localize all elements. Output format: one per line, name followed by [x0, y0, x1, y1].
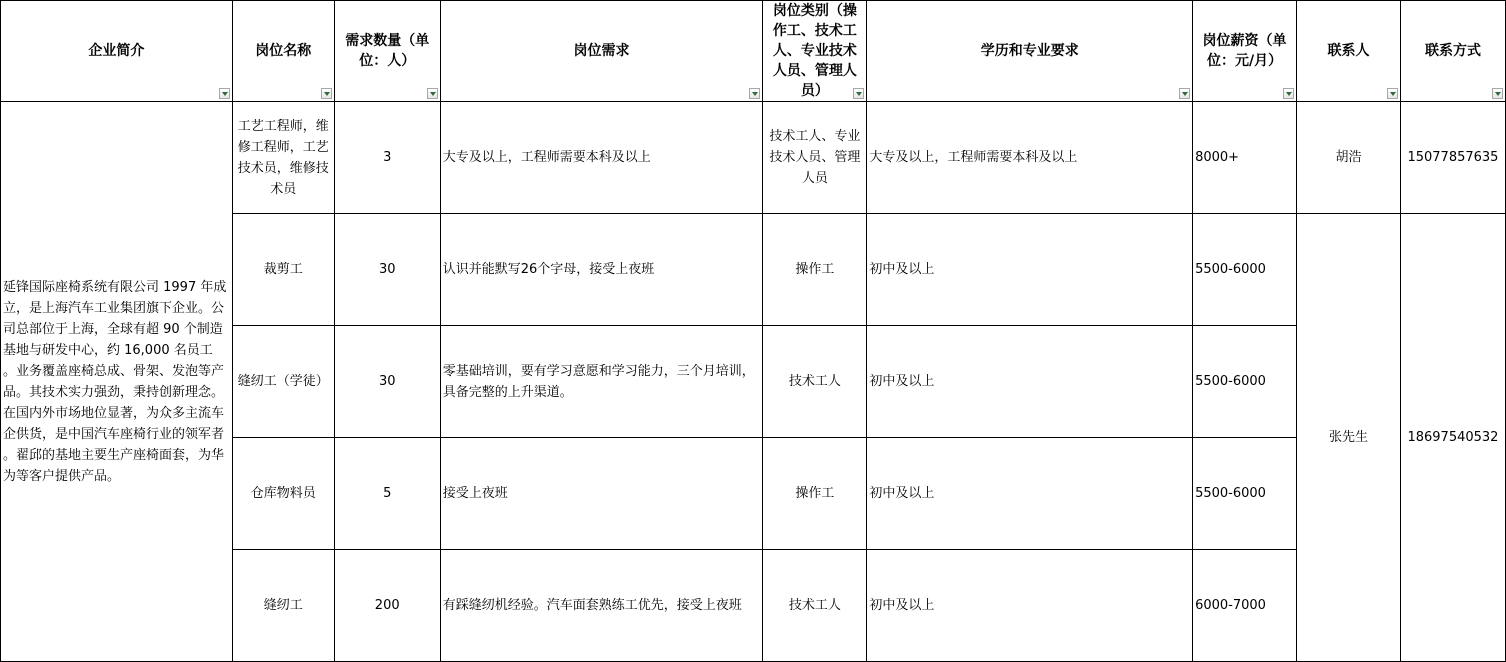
category-cell: 操作工: [763, 214, 867, 326]
header-headcount: 需求数量（单位：人）: [334, 1, 440, 102]
headcount-cell: 30: [334, 214, 440, 326]
job-title-cell: 工艺工程师，维修工程师，工艺技术员，维修技术员: [232, 102, 334, 214]
header-job-title: 岗位名称: [232, 1, 334, 102]
job-title-cell: 仓库物料员: [232, 438, 334, 550]
filter-dropdown-icon[interactable]: [853, 88, 864, 99]
job-title-cell: 裁剪工: [232, 214, 334, 326]
filter-dropdown-icon[interactable]: [1179, 88, 1190, 99]
header-contact-phone: 联系方式: [1400, 1, 1505, 102]
category-cell: 技术工人: [763, 550, 867, 662]
salary-cell: 5500-6000: [1193, 214, 1297, 326]
header-contact-person: 联系人: [1297, 1, 1401, 102]
education-cell: 大专及以上，工程师需要本科及以上: [867, 102, 1193, 214]
header-education: 学历和专业要求: [867, 1, 1193, 102]
filter-dropdown-icon[interactable]: [427, 88, 438, 99]
education-cell: 初中及以上: [867, 438, 1193, 550]
headcount-cell: 3: [334, 102, 440, 214]
education-cell: 初中及以上: [867, 214, 1193, 326]
category-cell: 技术工人、专业技术人员、管理人员: [763, 102, 867, 214]
filter-dropdown-icon[interactable]: [321, 88, 332, 99]
header-row: [1, 1, 1506, 102]
filter-dropdown-icon[interactable]: [749, 88, 760, 99]
filter-dropdown-icon[interactable]: [1492, 88, 1503, 99]
requirement-cell: 认识并能默写26个字母，接受上夜班: [440, 214, 763, 326]
category-cell: 操作工: [763, 438, 867, 550]
salary-cell: 8000+: [1193, 102, 1297, 214]
header-job-category: 岗位类别（操作工、技术工人、专业技术人员、管理人员）: [763, 1, 867, 102]
contact-phone-cell: 15077857635: [1400, 102, 1505, 214]
salary-cell: 5500-6000: [1193, 326, 1297, 438]
job-title-cell: 缝纫工: [232, 550, 334, 662]
filter-dropdown-icon[interactable]: [219, 88, 230, 99]
headcount-cell: 30: [334, 326, 440, 438]
headcount-cell: 5: [334, 438, 440, 550]
contact-phone-cell: 18697540532: [1400, 214, 1505, 662]
company-intro-cell: 延锋国际座椅系统有限公司 1997 年成立，是上海汽车工业集团旗下企业。公司总部位于上海，全球有超 90 个制造基地与研发中心，约 16,000 名员工 。业务覆盖座椅总成、骨架、发泡等产品。其技术实力强劲，秉持创新理念。在国内外市场地位显著，为众多主流车企供货，是中国汽车座椅行业的领军者 。翟邱的基地主要生产座椅面套，为华为等客户提供产品。: [1, 102, 233, 662]
contact-person-cell: 胡浩: [1297, 102, 1401, 214]
education-cell: 初中及以上: [867, 550, 1193, 662]
filter-dropdown-icon[interactable]: [1283, 88, 1294, 99]
salary-cell: 5500-6000: [1193, 438, 1297, 550]
headcount-cell: 200: [334, 550, 440, 662]
salary-cell: 6000-7000: [1193, 550, 1297, 662]
contact-person-cell: 张先生: [1297, 214, 1401, 662]
requirement-cell: 大专及以上，工程师需要本科及以上: [440, 102, 763, 214]
requirement-cell: 零基础培训，要有学习意愿和学习能力，三个月培训，具备完整的上升渠道。: [440, 326, 763, 438]
header-company-intro: 企业简介: [1, 1, 233, 102]
job-title-cell: 缝纫工（学徒）: [232, 326, 334, 438]
header-salary: 岗位薪资（单位：元/月）: [1193, 1, 1297, 102]
header-job-requirements: 岗位需求: [440, 1, 763, 102]
filter-dropdown-icon[interactable]: [1387, 88, 1398, 99]
table-row: [1, 102, 1506, 214]
requirement-cell: 有踩缝纫机经验。汽车面套熟练工优先，接受上夜班: [440, 550, 763, 662]
category-cell: 技术工人: [763, 326, 867, 438]
education-cell: 初中及以上: [867, 326, 1193, 438]
requirement-cell: 接受上夜班: [440, 438, 763, 550]
